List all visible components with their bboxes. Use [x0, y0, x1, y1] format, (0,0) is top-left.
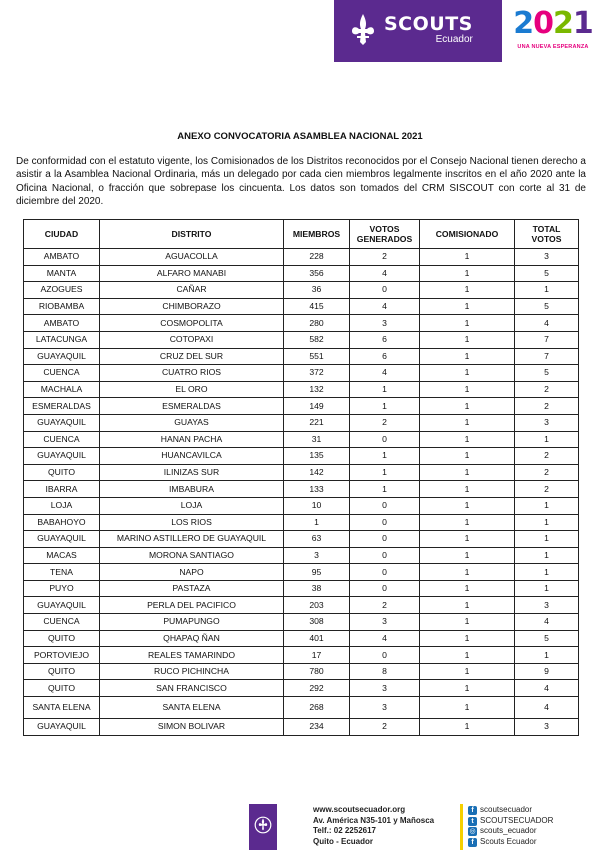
footer-divider: [460, 804, 463, 850]
table-row: [24, 481, 579, 498]
cell-miembros: 372: [284, 365, 350, 382]
cell-ciudad: MANTA: [24, 265, 100, 282]
cell-total-votos: 1: [515, 580, 579, 597]
cell-distrito: QHAPAQ ÑAN: [100, 630, 284, 647]
cell-comisionado: 1: [420, 497, 515, 514]
fleur-de-lis-icon: [348, 12, 378, 48]
table-row: [24, 398, 579, 415]
cell-distrito: MORONA SANTIAGO: [100, 547, 284, 564]
cell-miembros: 17: [284, 647, 350, 664]
table-row: [24, 365, 579, 382]
table-row: [24, 647, 579, 664]
header-ciudad: CIUDAD: [24, 220, 100, 249]
table-header-row: [24, 220, 579, 249]
header-miembros: MIEMBROS: [284, 220, 350, 249]
cell-ciudad: AMBATO: [24, 315, 100, 332]
table-row: [24, 265, 579, 282]
cell-total-votos: 1: [515, 647, 579, 664]
cell-ciudad: CUENCA: [24, 365, 100, 382]
cell-miembros: 95: [284, 564, 350, 581]
cell-ciudad: QUITO: [24, 464, 100, 481]
cell-miembros: 149: [284, 398, 350, 415]
cell-comisionado: 1: [420, 697, 515, 719]
cell-ciudad: GUAYAQUIL: [24, 448, 100, 465]
cell-miembros: 142: [284, 464, 350, 481]
social-handle: SCOUTSECUADOR: [480, 815, 554, 825]
cell-votos-generados: 3: [350, 614, 420, 631]
cell-ciudad: LATACUNGA: [24, 331, 100, 348]
cell-miembros: 1: [284, 514, 350, 531]
cell-comisionado: 1: [420, 315, 515, 332]
cell-total-votos: 1: [515, 497, 579, 514]
cell-miembros: 780: [284, 663, 350, 680]
cell-distrito: REALES TAMARINDO: [100, 647, 284, 664]
cell-ciudad: PUYO: [24, 580, 100, 597]
social-link[interactable]: [468, 826, 553, 837]
cell-comisionado: 1: [420, 431, 515, 448]
cell-votos-generados: 0: [350, 497, 420, 514]
cell-miembros: 582: [284, 331, 350, 348]
cell-miembros: 234: [284, 719, 350, 736]
cell-distrito: CUATRO RIOS: [100, 365, 284, 382]
year-logo: [510, 4, 596, 58]
cell-miembros: 63: [284, 531, 350, 548]
website-link[interactable]: www.scoutsecuador.org: [313, 805, 406, 814]
cell-total-votos: 3: [515, 249, 579, 266]
cell-comisionado: 1: [420, 249, 515, 266]
footer-contact: [313, 805, 434, 847]
cell-votos-generados: 2: [350, 414, 420, 431]
document-title: ANEXO CONVOCATORIA ASAMBLEA NACIONAL 2021: [177, 131, 423, 142]
social-link[interactable]: [468, 837, 553, 848]
cell-votos-generados: 0: [350, 647, 420, 664]
cell-votos-generados: 2: [350, 597, 420, 614]
table-row: [24, 547, 579, 564]
table-row: [24, 531, 579, 548]
instagram-icon: ◎: [469, 828, 476, 836]
cell-ciudad: QUITO: [24, 680, 100, 697]
cell-comisionado: 1: [420, 514, 515, 531]
cell-comisionado: 1: [420, 663, 515, 680]
cell-total-votos: 5: [515, 630, 579, 647]
cell-comisionado: 1: [420, 448, 515, 465]
cell-comisionado: 1: [420, 614, 515, 631]
cell-votos-generados: 1: [350, 381, 420, 398]
table-row: [24, 719, 579, 736]
cell-comisionado: 1: [420, 647, 515, 664]
table-row: [24, 282, 579, 299]
cell-comisionado: 1: [420, 365, 515, 382]
cell-distrito: RUCO PICHINCHA: [100, 663, 284, 680]
cell-ciudad: MACAS: [24, 547, 100, 564]
facebook-icon: f: [468, 806, 477, 815]
table-row: [24, 448, 579, 465]
cell-votos-generados: 2: [350, 249, 420, 266]
brand-logo: [384, 14, 473, 46]
cell-miembros: 280: [284, 315, 350, 332]
cell-comisionado: 1: [420, 597, 515, 614]
header-total-votos: TOTAL VOTOS: [515, 220, 579, 249]
header-comisionado: COMISIONADO: [420, 220, 515, 249]
brand-name: SCOUTS: [384, 13, 473, 35]
cell-total-votos: 7: [515, 331, 579, 348]
header-banner: [334, 0, 502, 62]
table-row: [24, 597, 579, 614]
cell-comisionado: 1: [420, 547, 515, 564]
cell-total-votos: 5: [515, 265, 579, 282]
cell-comisionado: 1: [420, 298, 515, 315]
cell-distrito: COSMOPOLITA: [100, 315, 284, 332]
cell-votos-generados: 0: [350, 531, 420, 548]
cell-miembros: 228: [284, 249, 350, 266]
table-row: [24, 414, 579, 431]
cell-total-votos: 2: [515, 381, 579, 398]
cell-total-votos: 1: [515, 514, 579, 531]
table-row: [24, 697, 579, 719]
cell-total-votos: 1: [515, 531, 579, 548]
cell-miembros: 203: [284, 597, 350, 614]
cell-miembros: 308: [284, 614, 350, 631]
table-row: [24, 630, 579, 647]
cell-votos-generados: 8: [350, 663, 420, 680]
cell-ciudad: TENA: [24, 564, 100, 581]
cell-comisionado: 1: [420, 414, 515, 431]
cell-total-votos: 1: [515, 547, 579, 564]
table-row: [24, 497, 579, 514]
cell-total-votos: 3: [515, 719, 579, 736]
cell-miembros: 3: [284, 547, 350, 564]
table-row: [24, 614, 579, 631]
address-text: Av. América N35-101 y Mañosca: [313, 815, 435, 825]
cell-distrito: MARINO ASTILLERO DE GUAYAQUIL: [100, 531, 284, 548]
cell-comisionado: 1: [420, 531, 515, 548]
year-text: 2021: [513, 6, 593, 41]
table-row: [24, 564, 579, 581]
cell-distrito: COTOPAXI: [100, 331, 284, 348]
cell-comisionado: 1: [420, 282, 515, 299]
cell-miembros: 401: [284, 630, 350, 647]
cell-total-votos: 1: [515, 282, 579, 299]
cell-votos-generados: 1: [350, 398, 420, 415]
cell-distrito: GUAYAS: [100, 414, 284, 431]
table-row: [24, 514, 579, 531]
cell-votos-generados: 0: [350, 564, 420, 581]
cell-total-votos: 4: [515, 697, 579, 719]
cell-ciudad: GUAYAQUIL: [24, 348, 100, 365]
cell-ciudad: RIOBAMBA: [24, 298, 100, 315]
cell-total-votos: 4: [515, 315, 579, 332]
cell-comisionado: 1: [420, 331, 515, 348]
intro-paragraph: De conformidad con el estatuto vigente, los Comisionados de los Distritos reconocidos por el Consejo Nacional tienen derecho a asistir a la Asamblea Nacional Ordinaria, más un delegado por cada cien miembros legalmente inscritos en el año 2020 ante la Oficina Nacional, o fracción que sobrepase los cincuenta. Los datos son tomados del CRM SISCOUT con corte al 31 de diciembre del 2020.: [16, 156, 586, 208]
cell-total-votos: 2: [515, 448, 579, 465]
header-distrito: DISTRITO: [100, 220, 284, 249]
cell-miembros: 221: [284, 414, 350, 431]
cell-ciudad: MACHALA: [24, 381, 100, 398]
cell-distrito: AGUACOLLA: [100, 249, 284, 266]
twitter-icon: t: [468, 817, 477, 826]
cell-ciudad: LOJA: [24, 497, 100, 514]
cell-ciudad: GUAYAQUIL: [24, 414, 100, 431]
cell-votos-generados: 1: [350, 448, 420, 465]
cell-total-votos: 5: [515, 298, 579, 315]
cell-comisionado: 1: [420, 481, 515, 498]
cell-total-votos: 4: [515, 680, 579, 697]
votes-table: [23, 219, 578, 736]
cell-total-votos: 2: [515, 398, 579, 415]
cell-distrito: PUMAPUNGO: [100, 614, 284, 631]
cell-total-votos: 2: [515, 481, 579, 498]
cell-votos-generados: 3: [350, 315, 420, 332]
table-row: [24, 580, 579, 597]
cell-ciudad: BABAHOYO: [24, 514, 100, 531]
cell-distrito: SANTA ELENA: [100, 697, 284, 719]
cell-votos-generados: 4: [350, 298, 420, 315]
cell-total-votos: 4: [515, 614, 579, 631]
cell-ciudad: GUAYAQUIL: [24, 597, 100, 614]
cell-votos-generados: 0: [350, 547, 420, 564]
cell-ciudad: GUAYAQUIL: [24, 531, 100, 548]
phone-text: Telf.: 02 2252617: [313, 826, 377, 835]
cell-ciudad: QUITO: [24, 663, 100, 680]
cell-miembros: 133: [284, 481, 350, 498]
social-link[interactable]: [468, 805, 553, 816]
cell-total-votos: 3: [515, 597, 579, 614]
cell-ciudad: AZOGUES: [24, 282, 100, 299]
social-handle: scouts_ecuador: [480, 826, 537, 836]
table-row: [24, 331, 579, 348]
cell-distrito: ESMERALDAS: [100, 398, 284, 415]
cell-total-votos: 1: [515, 564, 579, 581]
cell-ciudad: CUENCA: [24, 614, 100, 631]
social-link[interactable]: [468, 816, 553, 827]
cell-votos-generados: 4: [350, 265, 420, 282]
cell-ciudad: AMBATO: [24, 249, 100, 266]
cell-distrito: CAÑAR: [100, 282, 284, 299]
cell-votos-generados: 3: [350, 680, 420, 697]
cell-ciudad: PORTOVIEJO: [24, 647, 100, 664]
cell-distrito: ILINIZAS SUR: [100, 464, 284, 481]
cell-miembros: 551: [284, 348, 350, 365]
cell-comisionado: 1: [420, 580, 515, 597]
cell-miembros: 31: [284, 431, 350, 448]
cell-votos-generados: 0: [350, 282, 420, 299]
table-row: [24, 298, 579, 315]
cell-distrito: IMBABURA: [100, 481, 284, 498]
table-row: [24, 249, 579, 266]
cell-comisionado: 1: [420, 719, 515, 736]
cell-votos-generados: 0: [350, 514, 420, 531]
cell-total-votos: 7: [515, 348, 579, 365]
cell-votos-generados: 0: [350, 431, 420, 448]
cell-total-votos: 1: [515, 431, 579, 448]
cell-distrito: CRUZ DEL SUR: [100, 348, 284, 365]
table-row: [24, 381, 579, 398]
table-row: [24, 663, 579, 680]
cell-distrito: ALFARO MANABI: [100, 265, 284, 282]
cell-distrito: SAN FRANCISCO: [100, 680, 284, 697]
cell-votos-generados: 6: [350, 348, 420, 365]
cell-miembros: 38: [284, 580, 350, 597]
header-votos-generados: VOTOS GENERADOS: [350, 220, 420, 249]
cell-comisionado: 1: [420, 265, 515, 282]
cell-miembros: 356: [284, 265, 350, 282]
table-row: [24, 315, 579, 332]
cell-votos-generados: 6: [350, 331, 420, 348]
cell-ciudad: SANTA ELENA: [24, 697, 100, 719]
cell-miembros: 292: [284, 680, 350, 697]
cell-ciudad: GUAYAQUIL: [24, 719, 100, 736]
cell-distrito: LOJA: [100, 497, 284, 514]
cell-comisionado: 1: [420, 680, 515, 697]
table-row: [24, 464, 579, 481]
cell-miembros: 135: [284, 448, 350, 465]
social-handle: Scouts Ecuador: [480, 837, 537, 847]
cell-comisionado: 1: [420, 348, 515, 365]
cell-comisionado: 1: [420, 630, 515, 647]
cell-comisionado: 1: [420, 564, 515, 581]
cell-miembros: 132: [284, 381, 350, 398]
year-tagline: UNA NUEVA ESPERANZA: [517, 44, 589, 50]
cell-votos-generados: 4: [350, 365, 420, 382]
cell-distrito: LOS RIOS: [100, 514, 284, 531]
table-row: [24, 680, 579, 697]
cell-total-votos: 3: [515, 414, 579, 431]
cell-total-votos: 5: [515, 365, 579, 382]
cell-miembros: 268: [284, 697, 350, 719]
cell-ciudad: CUENCA: [24, 431, 100, 448]
cell-comisionado: 1: [420, 381, 515, 398]
cell-ciudad: IBARRA: [24, 481, 100, 498]
cell-distrito: PASTAZA: [100, 580, 284, 597]
social-handle: scoutsecuador: [480, 805, 533, 814]
footer-logo: [249, 804, 277, 850]
cell-ciudad: QUITO: [24, 630, 100, 647]
cell-distrito: PERLA DEL PACIFICO: [100, 597, 284, 614]
city-text: Quito - Ecuador: [313, 836, 373, 846]
cell-ciudad: ESMERALDAS: [24, 398, 100, 415]
cell-votos-generados: 2: [350, 719, 420, 736]
cell-votos-generados: 1: [350, 464, 420, 481]
cell-distrito: SIMON BOLIVAR: [100, 719, 284, 736]
cell-miembros: 10: [284, 497, 350, 514]
cell-votos-generados: 3: [350, 697, 420, 719]
cell-comisionado: 1: [420, 398, 515, 415]
cell-votos-generados: 1: [350, 481, 420, 498]
brand-country: Ecuador: [435, 34, 473, 45]
cell-distrito: HANAN PACHA: [100, 431, 284, 448]
cell-comisionado: 1: [420, 464, 515, 481]
cell-distrito: EL ORO: [100, 381, 284, 398]
cell-miembros: 415: [284, 298, 350, 315]
cell-distrito: NAPO: [100, 564, 284, 581]
cell-votos-generados: 4: [350, 630, 420, 647]
cell-distrito: CHIMBORAZO: [100, 298, 284, 315]
cell-distrito: HUANCAVILCA: [100, 448, 284, 465]
cell-total-votos: 2: [515, 464, 579, 481]
cell-total-votos: 9: [515, 663, 579, 680]
cell-miembros: 36: [284, 282, 350, 299]
facebook-icon: f: [468, 838, 477, 847]
footer-social: [468, 805, 553, 848]
table-row: [24, 348, 579, 365]
fleur-de-lis-icon: [254, 813, 272, 837]
table-row: [24, 431, 579, 448]
cell-votos-generados: 0: [350, 580, 420, 597]
